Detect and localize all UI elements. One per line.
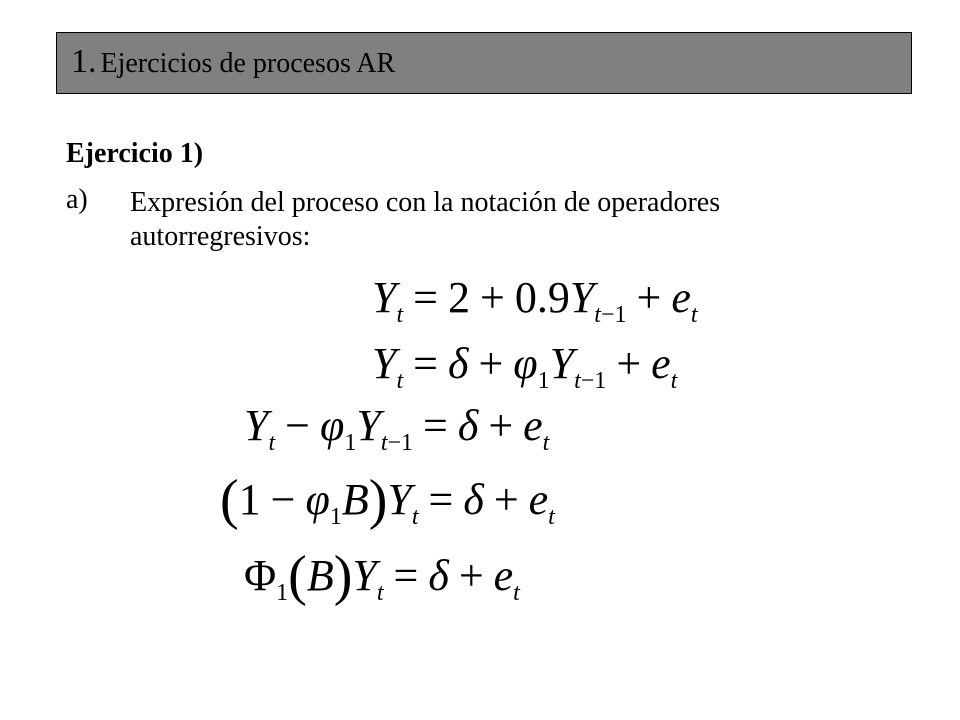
equation-4: $(1 - \varphi_1B)Y_t = \delta + e_t$: [220, 469, 555, 531]
equation-1: $Y_t = 2 + 0.9Y_{t-1} + e_t$: [372, 273, 698, 328]
equation-3: $Y_t - \varphi_1Y_{t-1} = \delta + e_t$: [244, 401, 550, 456]
slide-title-label: Ejercicios de procesos AR: [100, 48, 396, 79]
exercise-heading: Ejercicio 1): [66, 138, 204, 169]
slide-title-number: 1.: [71, 43, 97, 80]
equation-2: $Y_t = \delta + \varphi_1Y_{t-1} + e_t$: [372, 339, 678, 394]
slide-title: [71, 45, 395, 79]
slide-title-bar: [56, 32, 912, 94]
equation-5: $\Phi_1(B)Y_t = \delta + e_t$: [244, 545, 520, 607]
item-text: Expresión del proceso con la notación de operadores autorregresivos:: [130, 187, 721, 252]
item-marker: a): [66, 184, 88, 215]
